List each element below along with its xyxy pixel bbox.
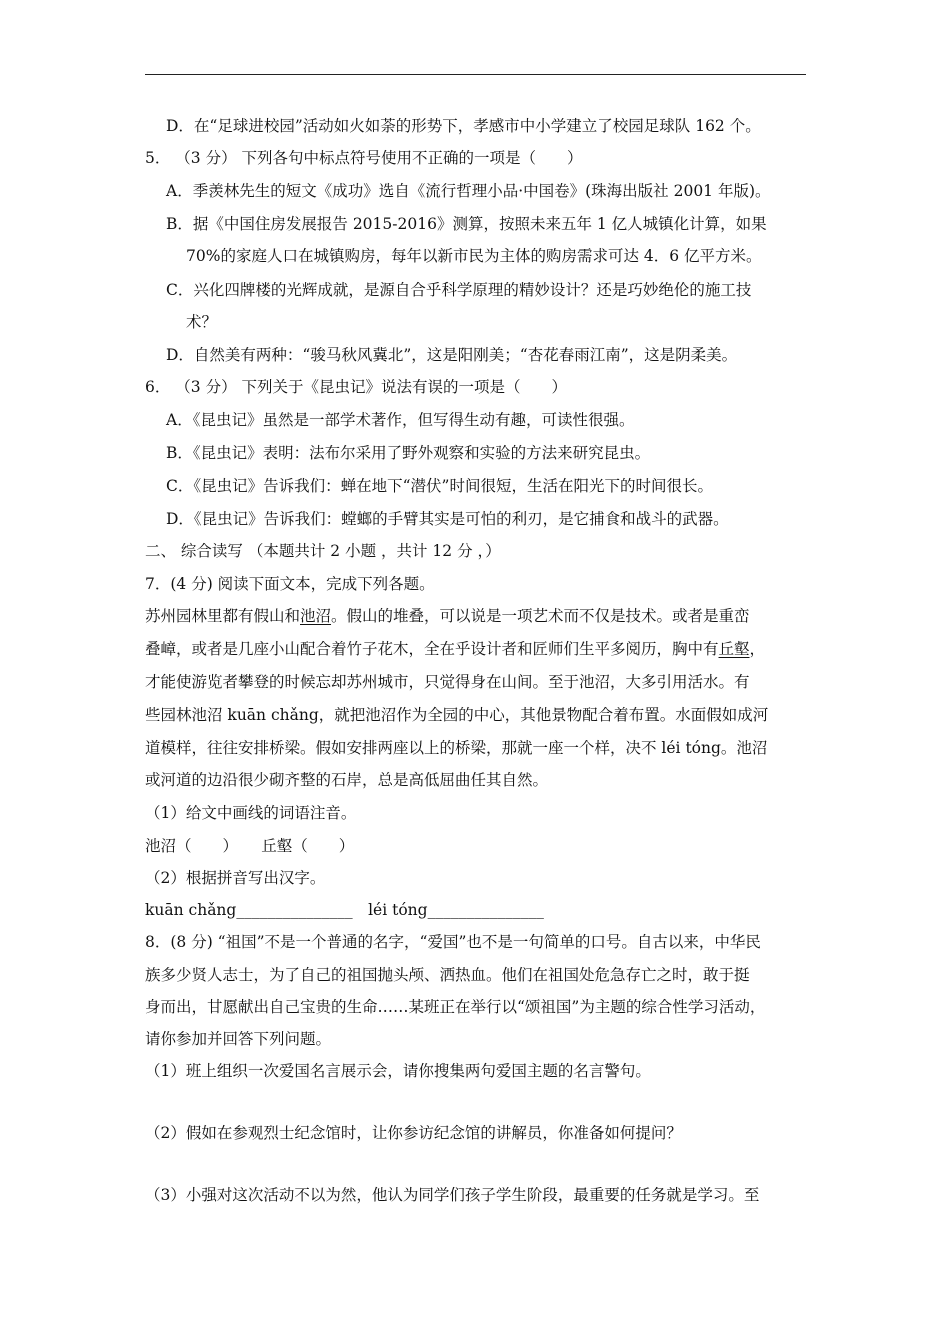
q7-passage-line3: 才能使游览者攀登的时候忘却苏州城市，只觉得身在山间。至于池沼，大多引用活水。有 [145, 673, 750, 691]
q5-option-b-line2: 70%的家庭人口在城镇购房，每年以新市民为主体的购房需求可达 4．6 亿平方米。 [186, 247, 762, 265]
header-rule [145, 74, 806, 75]
q7-passage-line5: 道模样，往往安排桥梁。假如安排两座以上的桥梁，那就一座一个样，决不 léi tóng。池沼 [145, 739, 768, 757]
q6-option-c: C．《昆虫记》告诉我们：蝉在地下“潜伏”时间很短，生活在阳光下的时间很长。 [166, 477, 713, 495]
q5-option-d: D．自然美有两种：“骏马秋风冀北”，这是阳刚美；“杏花春雨江南”，这是阴柔美。 [166, 346, 738, 364]
q5-option-b-line1: B．据《中国住房发展报告 2015-2016》测算，按照未来五年 1 亿人城镇化计算，如果 [166, 215, 767, 233]
section-2-heading: 二、 综合读写 （本题共计 2 小题 ，共计 12 分 ，） [145, 542, 501, 560]
q7-passage-line2: 叠嶂，或者是几座小山配合着竹子花木，全在乎设计者和匠师们生平多阅历，胸中有丘壑， [145, 640, 766, 658]
q5-stem: 5． （3 分） 下列各句中标点符号使用不正确的一项是（ ） [145, 149, 583, 167]
q8-stem-line2: 族多少贤人志士，为了自己的祖国抛头颅、洒热血。他们在祖国处危急存亡之时，敢于挺 [145, 966, 750, 984]
q8-sub1: （1）班上组织一次爱国名言展示会，请你搜集两句爱国主题的名言警句。 [145, 1062, 651, 1080]
q8-stem-line1: 8．(8 分) “祖国”不是一个普通的名字，“爱国”也不是一句简单的口号。自古以来，中华民 [145, 933, 761, 951]
q6-option-a: A．《昆虫记》虽然是一部学术著作，但写得生动有趣，可读性很强。 [166, 411, 635, 429]
q5-option-c-line2: 术？ [186, 313, 218, 331]
underlined-word-chizhao: 池沼 [300, 607, 332, 625]
q5-option-c-line1: C．兴化四牌楼的光辉成就，是源自合乎科学原理的精妙设计？还是巧妙绝伦的施工技 [166, 281, 752, 299]
q6-option-b: B．《昆虫记》表明：法布尔采用了野外观察和实验的方法来研究昆虫。 [166, 444, 651, 462]
q7-passage-line4: 些园林池沼 kuān chǎng，就把池沼作为全园的中心，其他景物配合着布置。水面假如成河 [145, 706, 769, 724]
q7-stem: 7．(4 分) 阅读下面文本，完成下列各题。 [145, 575, 435, 593]
q6-stem: 6． （3 分） 下列关于《昆虫记》说法有误的一项是（ ） [145, 378, 568, 396]
q5-option-a: A．季羡林先生的短文《成功》选自《流行哲理小品·中国卷》(珠海出版社 2001 年版)。 [166, 182, 771, 200]
q8-stem-line3: 身而出，甘愿献出自己宝贵的生命……某班正在举行以“颂祖国”为主题的综合性学习活动， [145, 998, 766, 1016]
q7-sub1-answer: 池沼（ ） 丘壑（ ） [145, 837, 355, 855]
q4-option-d: D．在“足球进校园”活动如火如荼的形势下，孝感市中小学建立了校园足球队 162 个。 [166, 117, 761, 135]
q8-sub2: （2）假如在参观烈士纪念馆时，让你参访纪念馆的讲解员，你准备如何提问？ [145, 1124, 682, 1142]
q7-sub1: （1）给文中画线的词语注音。 [145, 804, 357, 822]
q7-passage-line6: 或河道的边沿很少砌齐整的石岸，总是高低屈曲任其自然。 [145, 771, 549, 789]
q7-passage-line1: 苏州园林里都有假山和池沼。假山的堆叠，可以说是一项艺术而不仅是技术。或者是重峦 [145, 607, 750, 625]
q8-sub3: （3）小强对这次活动不以为然，他认为同学们孩子学生阶段，最重要的任务就是学习。至 [145, 1186, 760, 1204]
q6-option-d: D．《昆虫记》告诉我们：螳螂的手臂其实是可怕的利刃，是它捕食和战斗的武器。 [166, 510, 729, 528]
q8-stem-line4: 请你参加并回答下列问题。 [145, 1030, 332, 1048]
q7-sub2-answer: kuān chǎng_______________ léi tóng_______________ [145, 901, 544, 919]
underlined-word-qiuhe: 丘壑 [718, 640, 750, 658]
q7-sub2: （2）根据拼音写出汉字。 [145, 869, 326, 887]
